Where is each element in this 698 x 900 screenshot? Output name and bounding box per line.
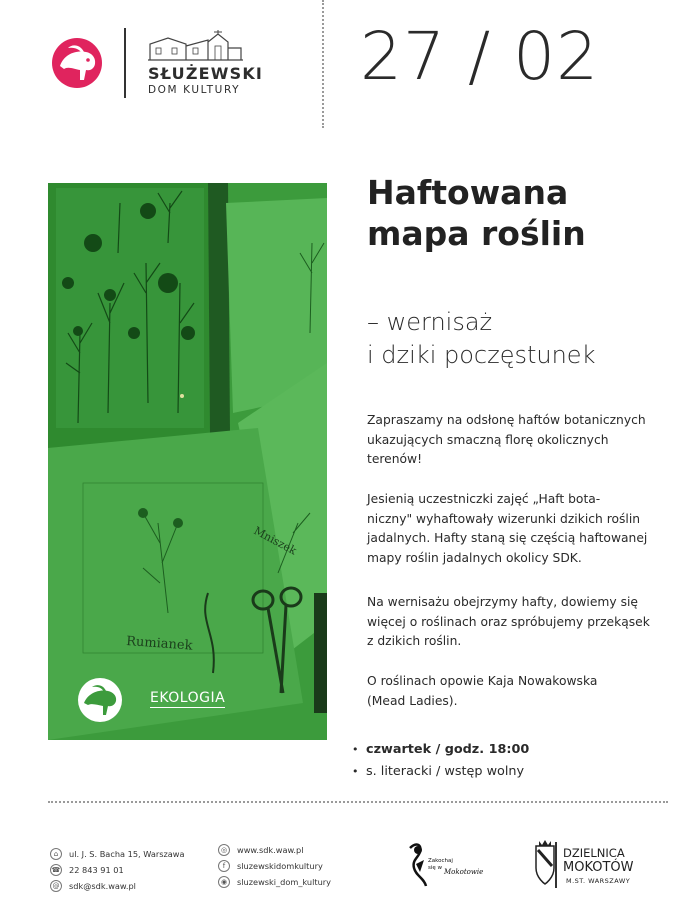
district-divider bbox=[555, 842, 557, 888]
goat-logo-icon bbox=[50, 36, 104, 90]
text-line: z dzikich roślin. bbox=[367, 634, 462, 648]
facebook-icon: f bbox=[218, 860, 230, 872]
event-subtitle-line: – wernisaż bbox=[367, 308, 493, 336]
text-line: ukazujących smaczną florę okolicznych bbox=[367, 432, 609, 447]
svg-text:Zakochaj: Zakochaj bbox=[428, 858, 453, 864]
event-title-line: mapa roślin bbox=[367, 214, 586, 253]
text-line: (Mead Ladies). bbox=[367, 693, 458, 708]
description-paragraph bbox=[367, 490, 677, 568]
svg-text:się w: się w bbox=[428, 865, 443, 871]
category-tag: EKOLOGIA bbox=[150, 690, 226, 706]
contact-info bbox=[50, 846, 185, 894]
bullet-icon: • bbox=[352, 765, 359, 778]
description-paragraph bbox=[367, 411, 677, 470]
bullet-icon: • bbox=[352, 743, 359, 756]
vertical-dotted-divider bbox=[322, 0, 324, 128]
email-link[interactable]: sdk@sdk.waw.pl bbox=[69, 881, 136, 891]
event-subtitle bbox=[367, 306, 677, 372]
brand-name: SŁUŻEWSKI bbox=[148, 64, 264, 83]
text-line: mapy roślin jadalnych okolicy SDK. bbox=[367, 550, 582, 565]
district-city: M.ST. WARSZAWY bbox=[566, 877, 631, 885]
text-line: niczny" wyhaftowały wizerunki dzikich roślin bbox=[367, 511, 641, 526]
description-paragraph bbox=[367, 672, 677, 711]
event-subtitle-line: i dziki poczęstunek bbox=[367, 341, 596, 369]
email-icon: @ bbox=[50, 880, 62, 892]
brand-subtitle: DOM KULTURY bbox=[148, 84, 241, 96]
event-title-line: Haftowana bbox=[367, 173, 569, 212]
home-icon: ⌂ bbox=[50, 848, 62, 860]
district-name: MOKOTÓW bbox=[563, 860, 634, 875]
district-label: DZIELNICA bbox=[563, 846, 625, 860]
horizontal-dotted-divider bbox=[48, 801, 668, 803]
email-row[interactable] bbox=[50, 878, 185, 894]
address-row bbox=[50, 846, 185, 862]
goat-category-icon bbox=[76, 676, 124, 724]
text-line: więcej o roślinach oraz spróbujemy przekąsek bbox=[367, 614, 650, 629]
logo-divider bbox=[124, 28, 126, 98]
svg-text:Rumianek: Rumianek bbox=[125, 634, 193, 654]
event-time bbox=[352, 739, 529, 761]
text-line: Na wernisażu obejrzymy hafty, dowiemy się bbox=[367, 595, 638, 609]
text-line: O roślinach opowie Kaja Nowakowska bbox=[367, 674, 598, 688]
svg-text:Mniszek: Mniszek bbox=[251, 524, 299, 558]
instagram-row[interactable] bbox=[218, 874, 331, 890]
instagram-link[interactable]: sluzewski_dom_kultury bbox=[237, 877, 331, 887]
event-date: 27 / 02 bbox=[360, 18, 600, 95]
event-place bbox=[352, 761, 529, 783]
svg-text:Mokotowie: Mokotowie bbox=[444, 868, 484, 876]
facebook-row[interactable] bbox=[218, 858, 331, 874]
text-line: jadalnych. Hafty staną się częścią haftowanej bbox=[367, 531, 648, 545]
zakochaj-sie-w-mokotowie-logo bbox=[404, 838, 484, 890]
website-link[interactable]: www.sdk.waw.pl bbox=[237, 845, 304, 855]
facebook-link[interactable]: sluzewskidomkultury bbox=[237, 861, 323, 871]
phone-row[interactable] bbox=[50, 862, 185, 878]
event-time-text: czwartek / godz. 18:00 bbox=[366, 742, 530, 757]
description-paragraph bbox=[367, 593, 677, 652]
text-line: Zapraszamy na odsłonę haftów botanicznych bbox=[367, 413, 646, 427]
phone-text[interactable]: 22 843 91 01 bbox=[69, 865, 124, 875]
instagram-icon: ◉ bbox=[218, 876, 230, 888]
text-line: Jesienią uczestniczki zajęć „Haft bota- bbox=[367, 492, 601, 506]
event-details bbox=[352, 739, 529, 783]
building-logo-icon bbox=[148, 30, 243, 62]
event-photo bbox=[48, 183, 327, 740]
online-info bbox=[218, 842, 331, 890]
event-title bbox=[367, 172, 667, 254]
address-text: ul. J. S. Bacha 15, Warszawa bbox=[69, 849, 185, 859]
event-place-text: s. literacki / wstęp wolny bbox=[366, 764, 525, 779]
text-line: terenów! bbox=[367, 452, 423, 466]
web-icon: ◎ bbox=[218, 844, 230, 856]
web-row[interactable] bbox=[218, 842, 331, 858]
phone-icon: ☎ bbox=[51, 866, 61, 874]
